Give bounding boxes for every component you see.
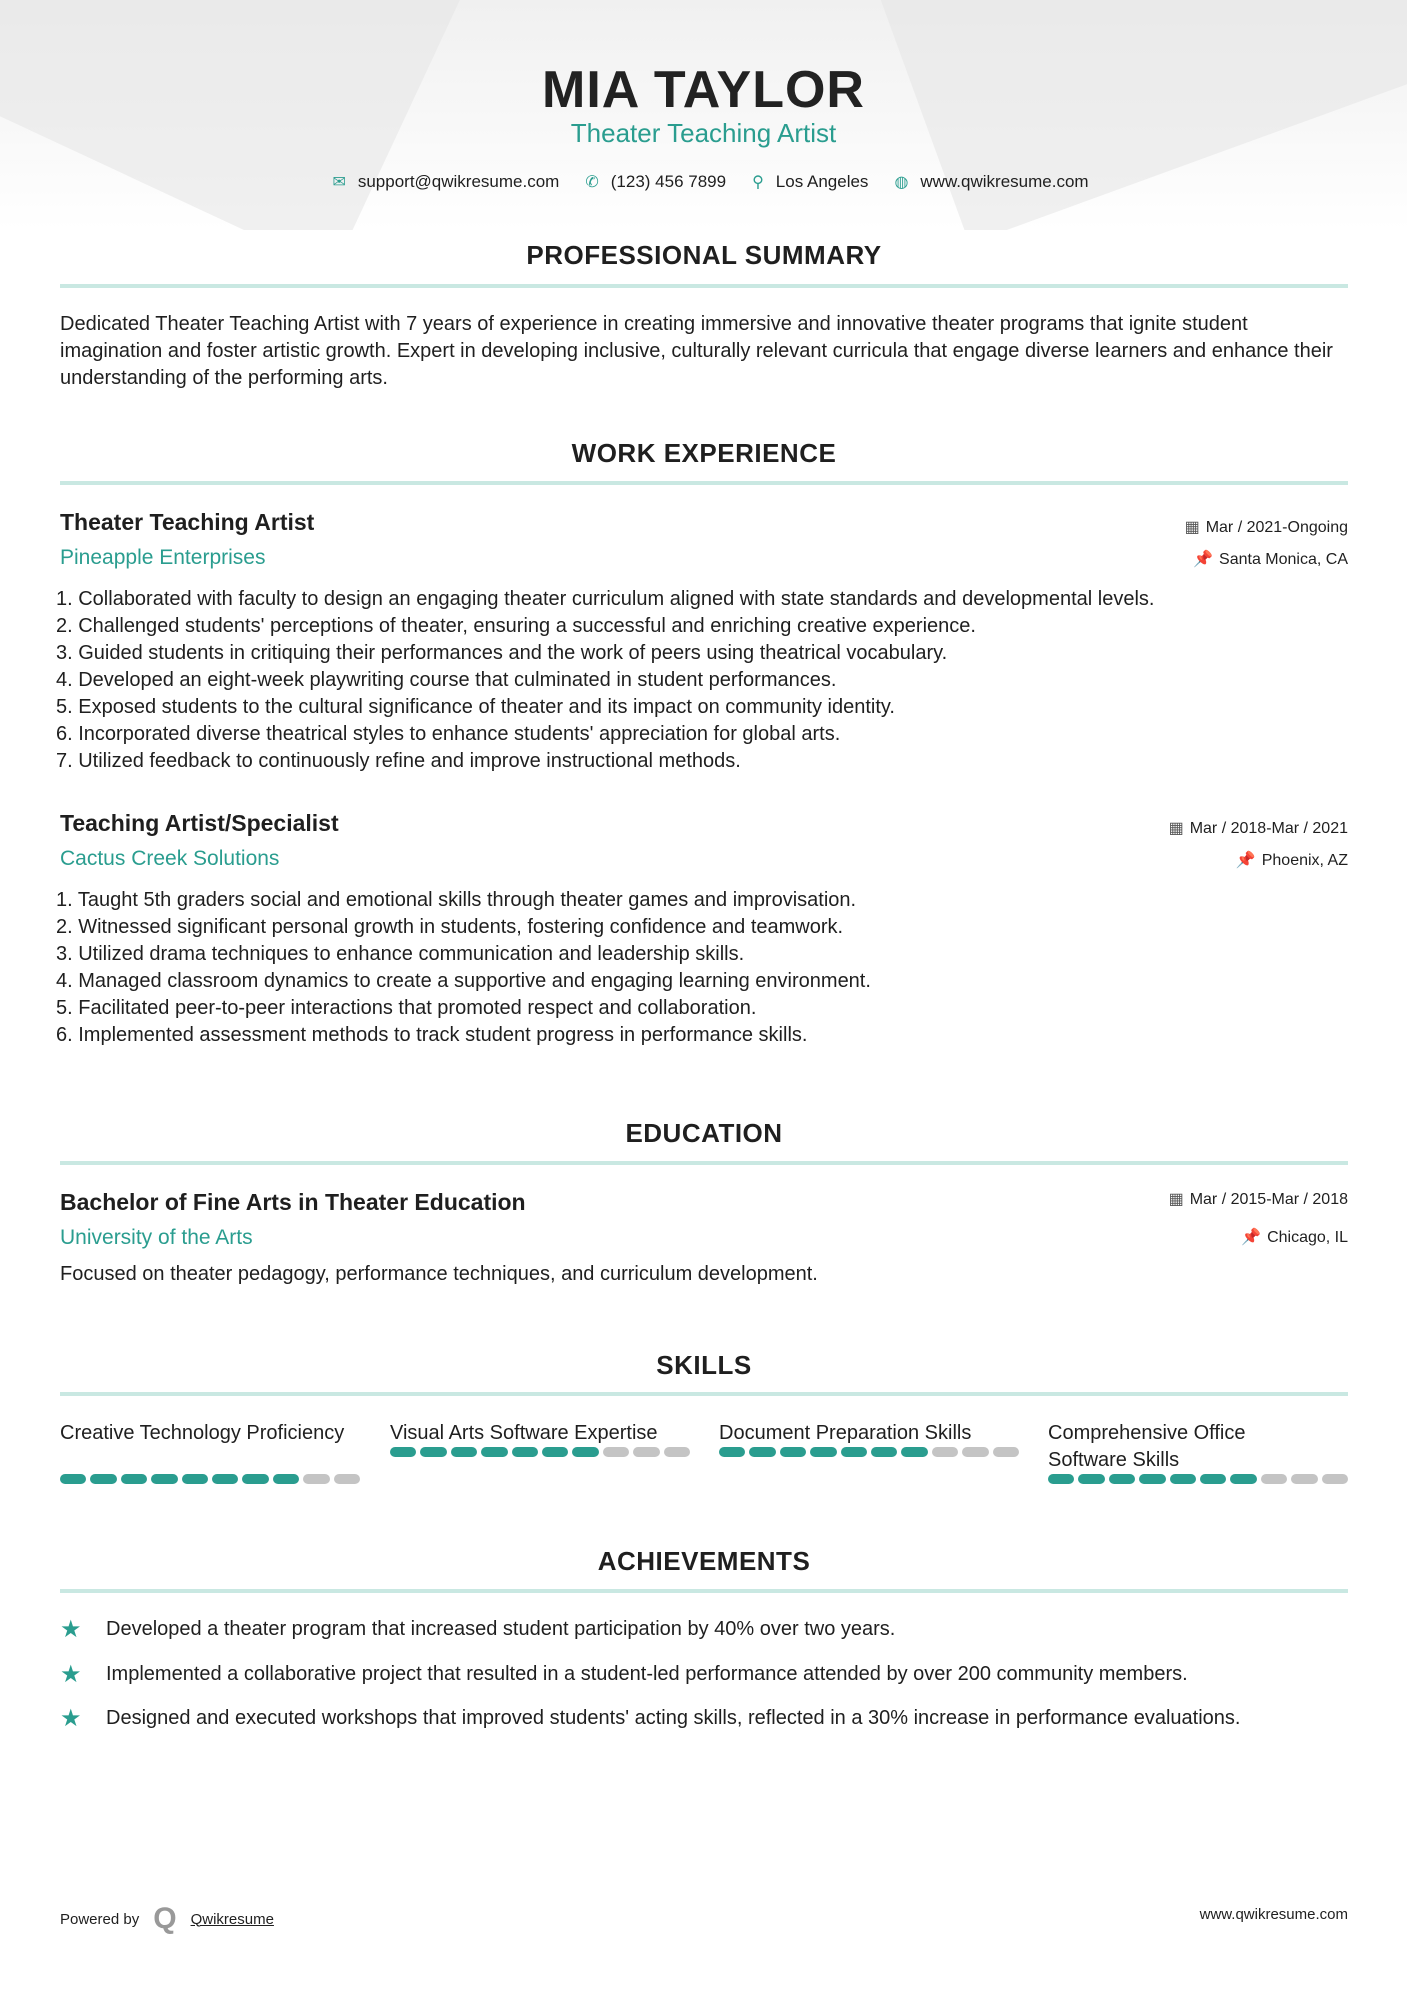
rating-dot-filled (182, 1474, 208, 1484)
achievement-item (60, 1616, 1348, 1643)
degree: Bachelor of Fine Arts in Theater Education (60, 1189, 526, 1215)
education-heading: EDUCATION (625, 1118, 783, 1148)
list-item: 6. Implemented assessment methods to track student progress in performance skills. (56, 1024, 808, 1046)
section-divider (60, 481, 1348, 485)
list-item: 5. Facilitated peer-to-peer interactions that promoted respect and collaboration. (56, 997, 757, 1019)
rating-dot-empty (932, 1447, 958, 1457)
skill-rating (390, 1447, 690, 1457)
skill-rating (60, 1474, 360, 1484)
skills-heading: SKILLS (656, 1350, 752, 1380)
pin-icon: 📌 (1193, 551, 1214, 568)
list-item: 2. Challenged students' perceptions of theater, ensuring a successful and enriching creative experience. (56, 615, 976, 637)
job-company: Cactus Creek Solutions (60, 847, 280, 870)
rating-dot-filled (542, 1447, 568, 1457)
rating-dot-empty (334, 1474, 360, 1484)
rating-dot-filled (151, 1474, 177, 1484)
rating-dot-filled (1048, 1474, 1074, 1484)
list-item: 3. Guided students in critiquing their performances and the work of peers using theatrical vocabulary. (56, 642, 948, 664)
rating-dot-filled (481, 1447, 507, 1457)
job-date-text: Mar / 2018-Mar / 2021 (1189, 820, 1348, 837)
brand-link[interactable]: Qwikresume (190, 1910, 274, 1928)
skill-item (1048, 1420, 1348, 1484)
section-divider (60, 1161, 1348, 1165)
contact-bar (0, 172, 1407, 192)
achievement-item (60, 1661, 1348, 1688)
school: University of the Arts (60, 1226, 253, 1249)
rating-dot-empty (1261, 1474, 1287, 1484)
rating-dot-empty (633, 1447, 659, 1457)
skill-name: Creative Technology Proficiency (60, 1422, 345, 1444)
job-company: Pineapple Enterprises (60, 546, 266, 569)
rating-dot-filled (749, 1447, 775, 1457)
list-item: 6. Incorporated diverse theatrical styles to enhance students' appreciation for global arts. (56, 723, 841, 745)
experience-heading: WORK EXPERIENCE (571, 438, 837, 468)
phone: (123) 456 7899 (610, 172, 727, 191)
star-icon: ★ (60, 1705, 82, 1732)
skill-item (60, 1420, 360, 1484)
rating-dot-empty (962, 1447, 988, 1457)
rating-dot-empty (1291, 1474, 1317, 1484)
achievement-item (60, 1705, 1348, 1732)
list-item: 4. Developed an eight-week playwriting course that culminated in student performances. (56, 669, 837, 691)
footer-website[interactable]: www.qwikresume.com (1199, 1906, 1348, 1923)
education-date-text: Mar / 2015-Mar / 2018 (1189, 1191, 1348, 1208)
section-divider (60, 1589, 1348, 1593)
powered-by-label: Powered by (60, 1910, 140, 1928)
job-title: Teaching Artist/Specialist (60, 810, 339, 836)
job-location (1236, 850, 1348, 870)
rating-dot-filled (512, 1447, 538, 1457)
skill-item (390, 1420, 690, 1457)
skill-rating (1048, 1474, 1348, 1484)
skill-name: Document Preparation Skills (719, 1422, 972, 1444)
list-item: 7. Utilized feedback to continuously refine and improve instructional methods. (56, 750, 741, 772)
education-location-text: Chicago, IL (1267, 1229, 1348, 1246)
education-location (1241, 1227, 1348, 1247)
rating-dot-filled (390, 1447, 416, 1457)
rating-dot-filled (451, 1447, 477, 1457)
location: Los Angeles (775, 172, 869, 191)
job-location-text: Santa Monica, CA (1219, 551, 1348, 568)
rating-dot-filled (841, 1447, 867, 1457)
rating-dot-filled (273, 1474, 299, 1484)
section-divider (60, 284, 1348, 288)
phone-icon: ✆ (585, 174, 599, 191)
achievement-text: Implemented a collaborative project that resulted in a student-led performance attended by over 200 community members. (106, 1663, 1188, 1685)
email[interactable]: support@qwikresume.com (357, 172, 560, 191)
list-item: 1. Collaborated with faculty to design an engaging theater curriculum aligned with state standards and developmental levels. (56, 588, 1155, 610)
job-location-text: Phoenix, AZ (1261, 852, 1348, 869)
star-icon: ★ (60, 1616, 82, 1643)
education-description: Focused on theater pedagogy, performance techniques, and curriculum development. (60, 1263, 818, 1285)
calendar-icon: ▦ (1184, 519, 1200, 536)
pin-icon: 📌 (1241, 1229, 1262, 1246)
candidate-name: MIA TAYLOR (542, 61, 865, 119)
rating-dot-filled (121, 1474, 147, 1484)
rating-dot-filled (1078, 1474, 1104, 1484)
rating-dot-filled (242, 1474, 268, 1484)
rating-dot-filled (1230, 1474, 1256, 1484)
location-pin-icon: ⚲ (752, 174, 764, 191)
calendar-icon: ▦ (1168, 1191, 1184, 1208)
rating-dot-filled (572, 1447, 598, 1457)
rating-dot-filled (1139, 1474, 1165, 1484)
job-bullets (56, 586, 1154, 775)
skill-name: Visual Arts Software Expertise (390, 1422, 658, 1444)
list-item: 1. Taught 5th graders social and emotional skills through theater games and improvisation. (56, 889, 857, 911)
rating-dot-filled (871, 1447, 897, 1457)
job-date (1169, 818, 1348, 838)
website[interactable]: www.qwikresume.com (920, 172, 1089, 191)
achievement-text: Developed a theater program that increased student participation by 40% over two years. (106, 1618, 896, 1640)
section-divider (60, 1392, 1348, 1396)
footer-powered (60, 1902, 274, 1936)
rating-dot-empty (664, 1447, 690, 1457)
email-icon: ✉ (332, 174, 346, 191)
qwikresume-logo-icon: Q (153, 1902, 177, 1935)
star-icon: ★ (60, 1661, 82, 1688)
rating-dot-empty (603, 1447, 629, 1457)
job-date (1185, 517, 1348, 537)
skill-rating (719, 1447, 1019, 1457)
rating-dot-filled (60, 1474, 86, 1484)
pin-icon: 📌 (1235, 852, 1256, 869)
education-date (1169, 1189, 1348, 1209)
rating-dot-filled (90, 1474, 116, 1484)
job-location (1193, 549, 1348, 569)
rating-dot-filled (810, 1447, 836, 1457)
rating-dot-filled (901, 1447, 927, 1457)
rating-dot-empty (1322, 1474, 1348, 1484)
list-item: 2. Witnessed significant personal growth in students, fostering confidence and teamwork. (56, 916, 844, 938)
rating-dot-empty (303, 1474, 329, 1484)
job-date-text: Mar / 2021-Ongoing (1205, 519, 1348, 536)
skill-name: Comprehensive Office Software Skills (1048, 1422, 1246, 1471)
list-item: 4. Managed classroom dynamics to create a supportive and engaging learning environment. (56, 970, 871, 992)
rating-dot-filled (1200, 1474, 1226, 1484)
achievement-text: Designed and executed workshops that improved students' acting skills, reflected in a 30% increase in performance evaluations. (106, 1707, 1241, 1729)
rating-dot-filled (1109, 1474, 1135, 1484)
list-item: 5. Exposed students to the cultural significance of theater and its impact on community identity. (56, 696, 895, 718)
rating-dot-filled (212, 1474, 238, 1484)
rating-dot-filled (719, 1447, 745, 1457)
summary-text: Dedicated Theater Teaching Artist with 7 years of experience in creating immersive and innovative theater programs that ignite student imagination and foster artistic growth. Expert in developing inclusive, culturally relevant curricula that engage diverse learners and enhance their understanding of the performing arts. (60, 313, 1333, 389)
rating-dot-empty (993, 1447, 1019, 1457)
job-title: Theater Teaching Artist (60, 509, 315, 535)
calendar-icon: ▦ (1168, 820, 1184, 837)
rating-dot-filled (420, 1447, 446, 1457)
rating-dot-filled (1170, 1474, 1196, 1484)
job-bullets (56, 887, 871, 1049)
skill-item (719, 1420, 1019, 1457)
summary-heading: PROFESSIONAL SUMMARY (526, 240, 882, 270)
achievements-heading: ACHIEVEMENTS (597, 1546, 811, 1576)
candidate-title: Theater Teaching Artist (570, 118, 837, 148)
rating-dot-filled (780, 1447, 806, 1457)
globe-icon: ◍ (894, 174, 909, 191)
list-item: 3. Utilized drama techniques to enhance communication and leadership skills. (56, 943, 745, 965)
